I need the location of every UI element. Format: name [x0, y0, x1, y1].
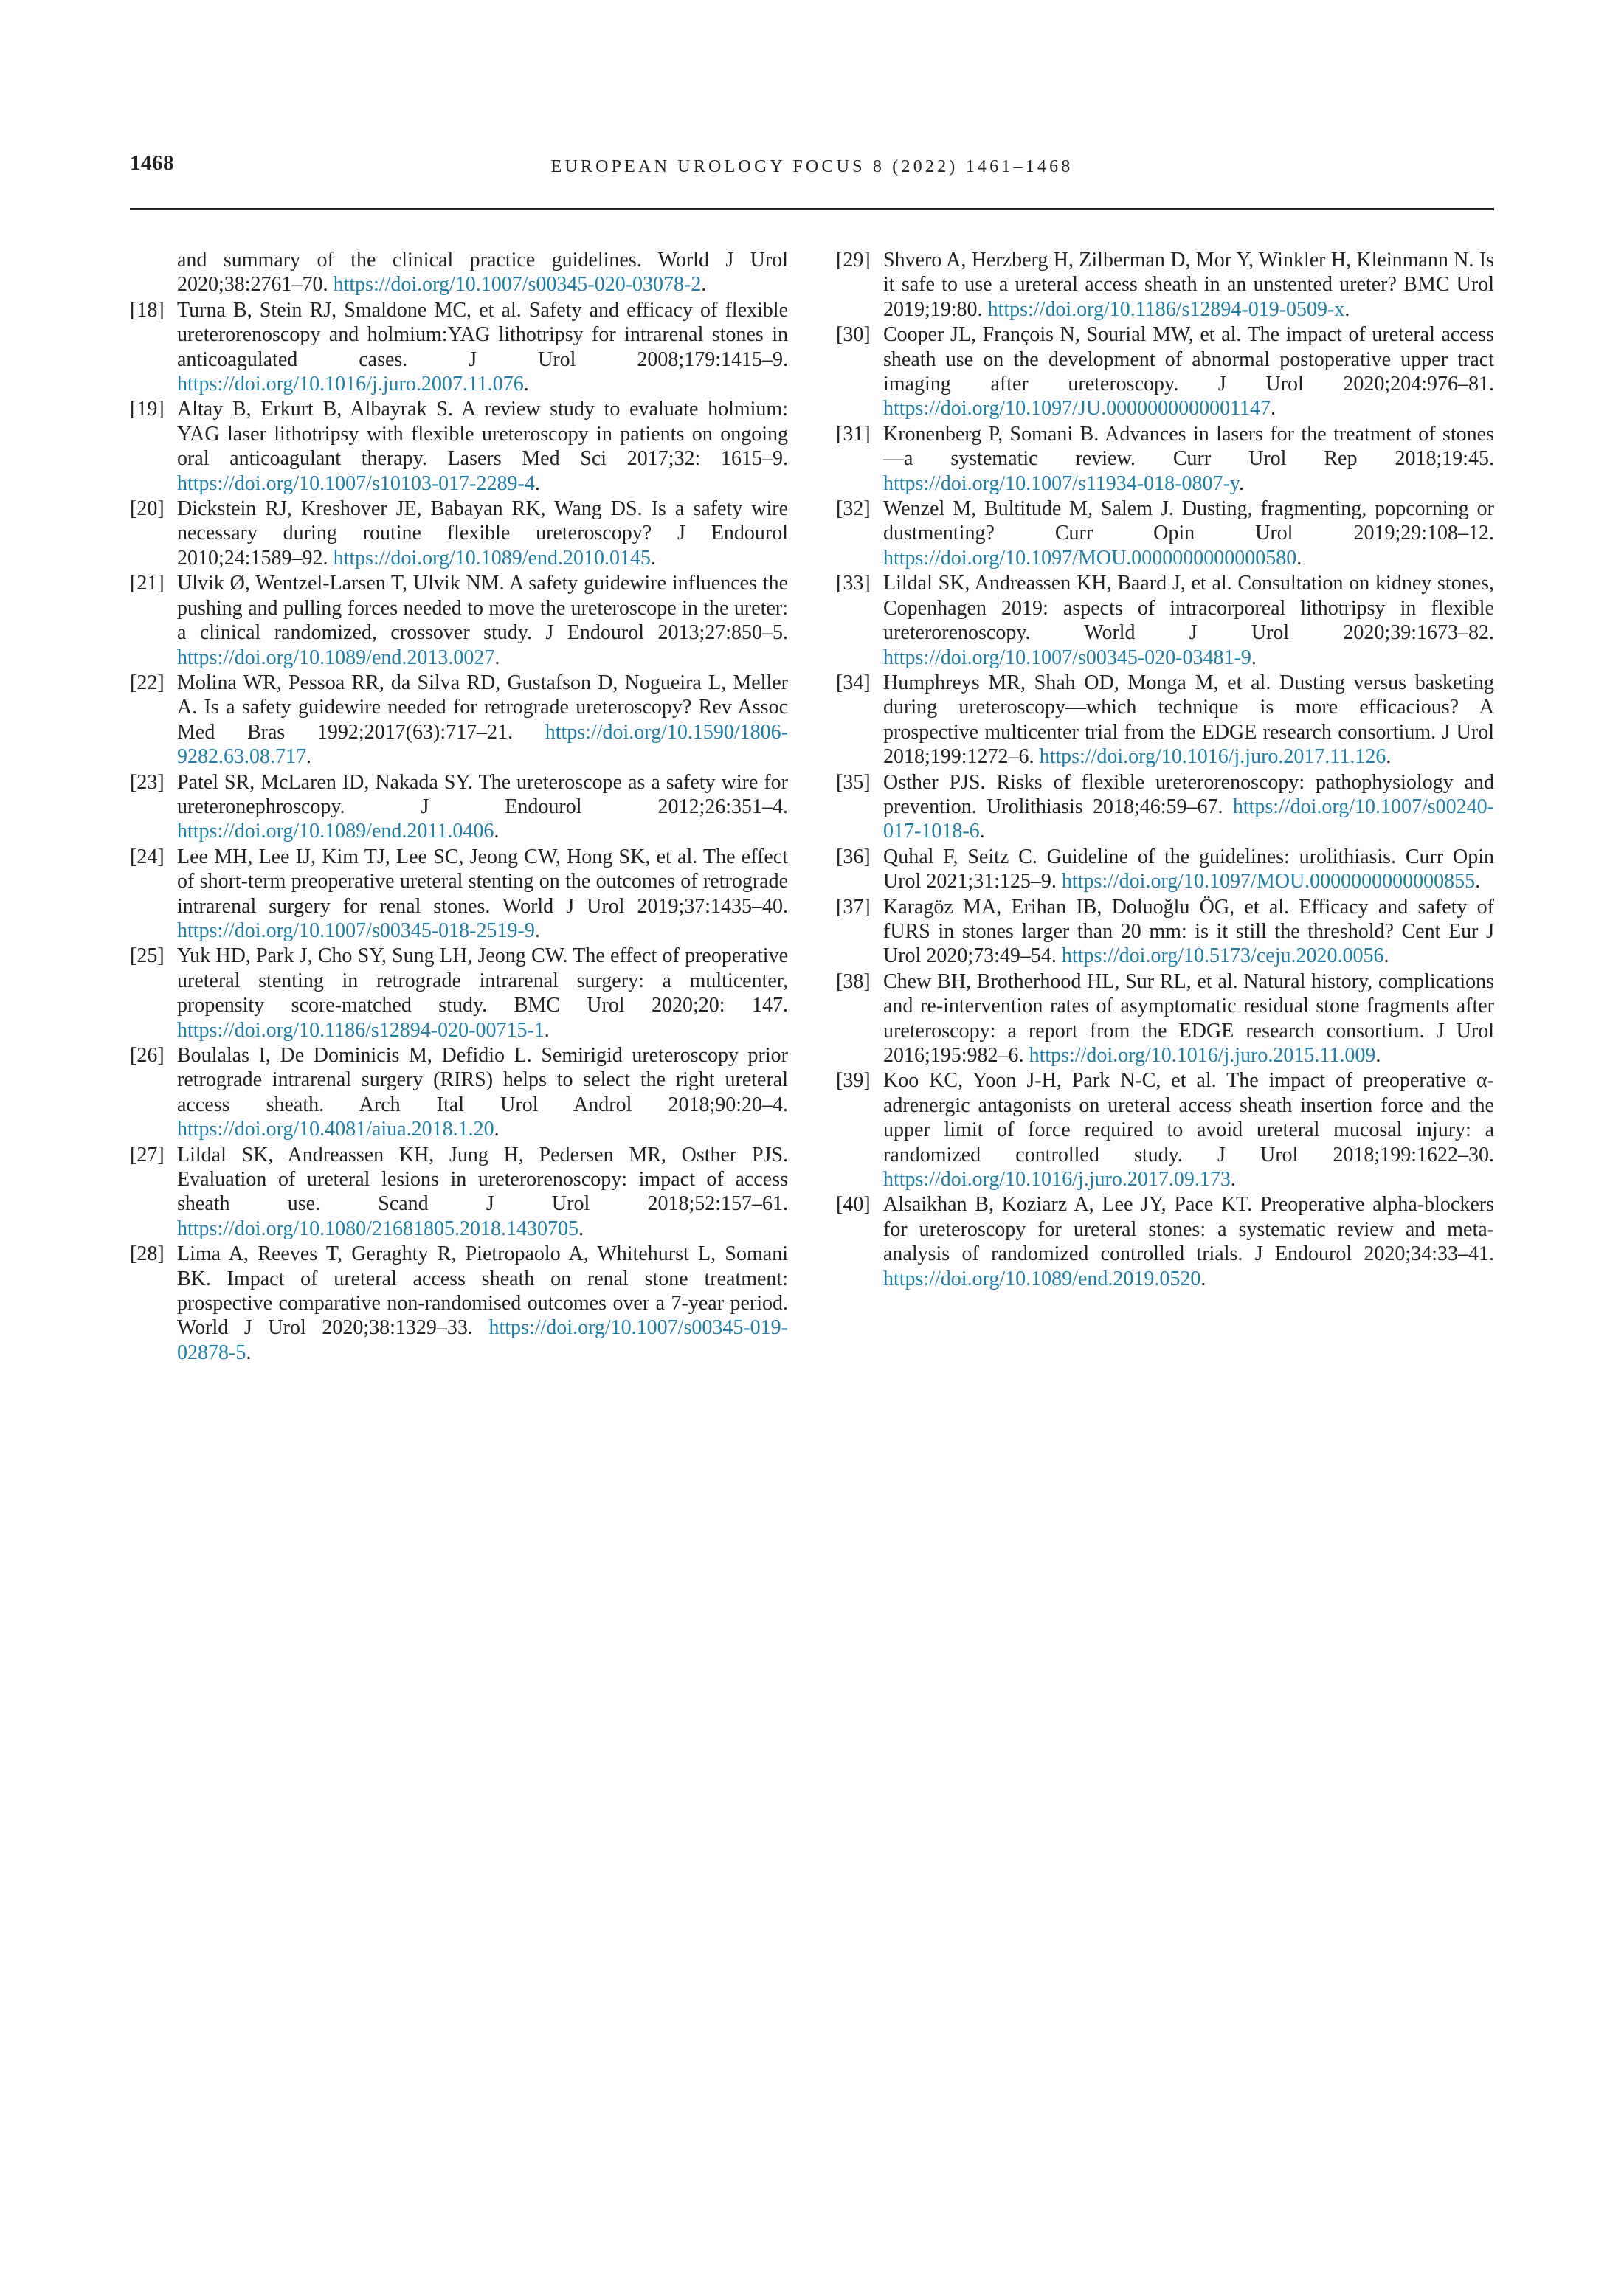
- reference-number: [29]: [836, 249, 871, 272]
- doi-link[interactable]: https://doi.org/10.1007/s00345-019-02878-5: [177, 1316, 788, 1364]
- references-right-column: [836, 248, 1494, 1292]
- reference-text: Yuk HD, Park J, Cho SY, Sung LH, Jeong CW. The effect of preoperative ureteral stenting in retrograde intrarenal surgery: a multicenter, propensity score-matched study. BMC Urol 2020;20: 147.: [177, 944, 788, 1017]
- doi-link[interactable]: https://doi.org/10.1007/s00345-018-2519-9: [177, 919, 535, 942]
- reference-number: [27]: [130, 1143, 165, 1166]
- reference-text: Karagöz MA, Erihan IB, Doluoğlu ÖG, et al. Efficacy and safety of fURS in stones larger than 20 mm: is it still the threshold? Cent Eur J Urol 2020;73:49–54.: [883, 895, 1494, 968]
- reference-number: [35]: [836, 770, 871, 794]
- reference-item: [40] Alsaikhan B, Koziarz A, Lee JY, Pace KT. Preoperative alpha-blockers for ureteroscopy for ureteral stones: a systematic review and meta-analysis of randomized controlled trials. J Endourol 2020;34:33–41. https://doi.org/10.1089/end.2019.0520.: [836, 1193, 1494, 1290]
- doi-link[interactable]: https://doi.org/10.1089/end.2010.0145: [333, 546, 651, 570]
- doi-link[interactable]: https://doi.org/10.1016/j.juro.2017.09.173: [883, 1168, 1231, 1192]
- reference-item: [22] Molina WR, Pessoa RR, da Silva RD, Gustafson D, Nogueira L, Meller A. Is a safety guidewire needed for retrograde ureteroscopy? Rev Assoc Med Bras 1992;2017(63):717–21. https://doi.org/10.1590/1806-9282.63.08.717.: [130, 671, 788, 769]
- reference-number: [40]: [836, 1193, 871, 1217]
- reference-text: Ulvik Ø, Wentzel-Larsen T, Ulvik NM. A safety guidewire influences the pushing and pulling forces needed to move the ureteroscope in the ureter: a clinical randomized, crossover study. J Endourol 2013;27:850–5.: [177, 572, 788, 645]
- doi-link[interactable]: https://doi.org/10.1007/s11934-018-0807-y: [883, 471, 1239, 495]
- reference-text: Chew BH, Brotherhood HL, Sur RL, et al. Natural history, complications and re-intervention rates of asymptomatic residual stone fragments after ureteroscopy: a report from the EDGE research consortium. J Urol 2016;195:982–6.: [883, 969, 1494, 1067]
- reference-item: and summary of the clinical practice guidelines. World J Urol 2020;38:2761–70. https://doi.org/10.1007/s00345-020-03078-2.: [177, 249, 788, 297]
- reference-number: [20]: [130, 497, 165, 521]
- reference-number: [39]: [836, 1069, 871, 1093]
- doi-link[interactable]: https://doi.org/10.1007/s00345-020-03481-9: [883, 646, 1251, 669]
- reference-item: [27] Lildal SK, Andreassen KH, Jung H, Pedersen MR, Osther PJS. Evaluation of ureteral lesions in ureterorenoscopy: impact of access sheath use. Scand J Urol 2018;52:157–61. https://doi.org/10.1080/21681805.2018.1430705.: [130, 1143, 788, 1240]
- reference-item: [28] Lima A, Reeves T, Geraghty R, Pietropaolo A, Whitehurst L, Somani BK. Impact of ureteral access sheath on renal stone treatment: prospective comparative non-randomised outcomes over a 7-year period. World J Urol 2020;38:1329–33. https://doi.org/10.1007/s00345-019-02878-5.: [130, 1242, 788, 1364]
- reference-number: [28]: [130, 1242, 165, 1266]
- doi-link[interactable]: https://doi.org/10.1016/j.juro.2007.11.076: [177, 373, 524, 396]
- doi-link[interactable]: https://doi.org/10.1007/s00240-017-1018-6: [883, 795, 1494, 843]
- doi-link[interactable]: https://doi.org/10.1089/end.2013.0027: [177, 646, 495, 669]
- page-number: 1468: [130, 151, 174, 175]
- reference-number: [24]: [130, 845, 165, 868]
- reference-item: [20] Dickstein RJ, Kreshover JE, Babayan RK, Wang DS. Is a safety wire necessary during routine flexible ureteroscopy? J Endourol 2010;24:1589–92. https://doi.org/10.1089/end.2010.0145.: [130, 497, 788, 570]
- header-rule: [130, 208, 1494, 210]
- reference-item: [21] Ulvik Ø, Wentzel-Larsen T, Ulvik NM. A safety guidewire influences the pushing and pulling forces needed to move the ureteroscope in the ureter: a clinical randomized, crossover study. J Endourol 2013;27:850–5. https://doi.org/10.1089/end.2013.0027.: [130, 572, 788, 669]
- reference-text: Osther PJS. Risks of flexible ureterorenoscopy: pathophysiology and prevention. Urolithiasis 2018;46:59–67.: [883, 770, 1494, 818]
- reference-item: [33] Lildal SK, Andreassen KH, Baard J, et al. Consultation on kidney stones, Copenhagen 2019: aspects of intracorporeal lithotripsy in flexible ureterorenoscopy. World J Urol 2020;39:1673–82. https://doi.org/10.1007/s00345-020-03481-9.: [836, 572, 1494, 669]
- reference-item: [23] Patel SR, McLaren ID, Nakada SY. The ureteroscope as a safety wire for ureteronephroscopy. J Endourol 2012;26:351–4. https://doi.org/10.1089/end.2011.0406.: [130, 770, 788, 843]
- doi-link[interactable]: https://doi.org/10.1097/MOU.0000000000000580: [883, 546, 1297, 570]
- doi-link[interactable]: https://doi.org/10.1097/MOU.0000000000000855: [1061, 870, 1476, 893]
- reference-text: Lildal SK, Andreassen KH, Baard J, et al. Consultation on kidney stones, Copenhagen 2019: aspects of intracorporeal lithotripsy in flexible ureterorenoscopy. World J Urol 2020;39:1673–82.: [883, 572, 1494, 645]
- reference-text: Shvero A, Herzberg H, Zilberman D, Mor Y, Winkler H, Kleinmann N. Is it safe to use a ureteral access sheath in an unstented ureter? BMC Urol 2019;19:80.: [883, 249, 1494, 321]
- reference-number: [34]: [836, 671, 871, 694]
- reference-text: Quhal F, Seitz C. Guideline of the guidelines: urolithiasis. Curr Opin Urol 2021;31:125–9.: [883, 845, 1494, 893]
- reference-text: Alsaikhan B, Koziarz A, Lee JY, Pace KT. Preoperative alpha-blockers for ureteroscopy for ureteral stones: a systematic review and meta-analysis of randomized controlled trials. J Endourol 2020;34:33–41.: [883, 1193, 1494, 1266]
- reference-text: Cooper JL, François N, Sourial MW, et al. The impact of ureteral access sheath use on the development of abnormal postoperative upper tract imaging after ureteroscopy. J Urol 2020;204:976–81.: [883, 323, 1494, 396]
- reference-text: and summary of the clinical practice guidelines. World J Urol 2020;38:2761–70.: [177, 249, 788, 297]
- reference-item: [29] Shvero A, Herzberg H, Zilberman D, Mor Y, Winkler H, Kleinmann N. Is it safe to use a ureteral access sheath in an unstented ureter? BMC Urol 2019;19:80. https://doi.org/10.1186/s12894-019-0509-x.: [836, 249, 1494, 321]
- reference-item: [38] Chew BH, Brotherhood HL, Sur RL, et al. Natural history, complications and re-intervention rates of asymptomatic residual stone fragments after ureteroscopy: a report from the EDGE research consortium. J Urol 2016;195:982–6. https://doi.org/10.1016/j.juro.2015.11.009.: [836, 969, 1494, 1067]
- reference-number: [30]: [836, 323, 871, 347]
- reference-number: [33]: [836, 572, 871, 595]
- doi-link[interactable]: https://doi.org/10.1007/s10103-017-2289-4: [177, 471, 535, 495]
- reference-text: Boulalas I, De Dominicis M, Defidio L. Semirigid ureteroscopy prior retrograde intrarenal surgery (RIRS) helps to select the right ureteral access sheath. Arch Ital Urol Androl 2018;90:20–4.: [177, 1044, 788, 1116]
- reference-text: Patel SR, McLaren ID, Nakada SY. The ureteroscope as a safety wire for ureteronephroscopy. J Endourol 2012;26:351–4.: [177, 770, 788, 818]
- references-left-column: [130, 248, 788, 1366]
- reference-item: [37] Karagöz MA, Erihan IB, Doluoğlu ÖG, et al. Efficacy and safety of fURS in stones larger than 20 mm: is it still the threshold? Cent Eur J Urol 2020;73:49–54. https://doi.org/10.5173/ceju.2020.0056.: [836, 895, 1494, 968]
- reference-number: [36]: [836, 845, 871, 868]
- reference-text: Dickstein RJ, Kreshover JE, Babayan RK, Wang DS. Is a safety wire necessary during routine flexible ureteroscopy? J Endourol 2010;24:1589–92.: [177, 497, 788, 570]
- doi-link[interactable]: https://doi.org/10.1089/end.2011.0406: [177, 820, 494, 843]
- doi-link[interactable]: https://doi.org/10.1016/j.juro.2015.11.009: [1029, 1044, 1376, 1067]
- reference-item: [30] Cooper JL, François N, Sourial MW, et al. The impact of ureteral access sheath use on the development of abnormal postoperative upper tract imaging after ureteroscopy. J Urol 2020;204:976–81. https://doi.org/10.1097/JU.0000000000001147.: [836, 323, 1494, 421]
- doi-link[interactable]: https://doi.org/10.1186/s12894-020-00715-1: [177, 1018, 545, 1042]
- reference-text: Wenzel M, Bultitude M, Salem J. Dusting, fragmenting, popcorning or dustmenting? Curr Opin Urol 2019;29:108–12.: [883, 497, 1494, 545]
- reference-item: [32] Wenzel M, Bultitude M, Salem J. Dusting, fragmenting, popcorning or dustmenting? Curr Opin Urol 2019;29:108–12. https://doi.org/10.1097/MOU.0000000000000580.: [836, 497, 1494, 570]
- doi-link[interactable]: https://doi.org/10.4081/aiua.2018.1.20: [177, 1118, 494, 1141]
- reference-number: [37]: [836, 895, 871, 919]
- reference-text: Koo KC, Yoon J-H, Park N-C, et al. The impact of preoperative α-adrenergic antagonists on ureteral access sheath insertion force and the upper limit of force required to avoid ureteral mucosal injury: a randomized controlled study. J Urol 2018;199:1622–30.: [883, 1069, 1494, 1166]
- doi-link[interactable]: https://doi.org/10.1590/1806-9282.63.08.717: [177, 720, 788, 769]
- reference-number: [23]: [130, 770, 165, 794]
- reference-text: Altay B, Erkurt B, Albayrak S. A review study to evaluate holmium: YAG laser lithotripsy with flexible ureteroscopy in patients on ongoing oral anticoagulant therapy. Lasers Med Sci 2017;32: 1615–9.: [177, 398, 788, 471]
- reference-number: [25]: [130, 944, 165, 968]
- reference-text: Molina WR, Pessoa RR, da Silva RD, Gustafson D, Nogueira L, Meller A. Is a safety guidewire needed for retrograde ureteroscopy? Rev Assoc Med Bras 1992;2017(63):717–21.: [177, 671, 788, 744]
- reference-item: [34] Humphreys MR, Shah OD, Monga M, et al. Dusting versus basketing during ureteroscopy—which technique is more efficacious? A prospective multicenter trial from the EDGE research consortium. J Urol 2018;199:1272–6. https://doi.org/10.1016/j.juro.2017.11.126.: [836, 671, 1494, 769]
- doi-link[interactable]: https://doi.org/10.1016/j.juro.2017.11.126: [1039, 745, 1386, 769]
- reference-item: [31] Kronenberg P, Somani B. Advances in lasers for the treatment of stones—a systematic review. Curr Urol Rep 2018;19:45. https://doi.org/10.1007/s11934-018-0807-y.: [836, 422, 1494, 495]
- doi-link[interactable]: https://doi.org/10.1186/s12894-019-0509-x: [987, 297, 1345, 321]
- reference-number: [22]: [130, 671, 165, 694]
- reference-number: [21]: [130, 572, 165, 595]
- reference-text: Kronenberg P, Somani B. Advances in lasers for the treatment of stones—a systematic review. Curr Urol Rep 2018;19:45.: [883, 422, 1494, 471]
- reference-text: Lildal SK, Andreassen KH, Jung H, Pedersen MR, Osther PJS. Evaluation of ureteral lesions in ureterorenoscopy: impact of access sheath use. Scand J Urol 2018;52:157–61.: [177, 1143, 788, 1216]
- doi-link[interactable]: https://doi.org/10.1097/JU.0000000000001147: [883, 397, 1271, 421]
- doi-link[interactable]: https://doi.org/10.1007/s00345-020-03078-2: [333, 273, 702, 297]
- reference-text: Lima A, Reeves T, Geraghty R, Pietropaolo A, Whitehurst L, Somani BK. Impact of ureteral access sheath on renal stone treatment: prospective comparative non-randomised outcomes over a 7-year period. World J Urol 2020;38:1329–33.: [177, 1242, 788, 1340]
- reference-item: [18] Turna B, Stein RJ, Smaldone MC, et al. Safety and efficacy of flexible ureterorenoscopy and holmium:YAG lithotripsy for intrarenal stones in anticoagulated cases. J Urol 2008;179:1415–9. https://doi.org/10.1016/j.juro.2007.11.076.: [130, 298, 788, 396]
- reference-number: [18]: [130, 298, 165, 322]
- doi-link[interactable]: https://doi.org/10.5173/ceju.2020.0056: [1061, 944, 1384, 968]
- reference-item: [19] Altay B, Erkurt B, Albayrak S. A review study to evaluate holmium: YAG laser lithotripsy with flexible ureteroscopy in patients on ongoing oral anticoagulant therapy. Lasers Med Sci 2017;32: 1615–9. https://doi.org/10.1007/s10103-017-2289-4.: [130, 398, 788, 495]
- reference-text: Turna B, Stein RJ, Smaldone MC, et al. Safety and efficacy of flexible ureterorenoscopy and holmium:YAG lithotripsy for intrarenal stones in anticoagulated cases. J Urol 2008;179:1415–9.: [177, 298, 788, 371]
- reference-item: [35] Osther PJS. Risks of flexible ureterorenoscopy: pathophysiology and prevention. Urolithiasis 2018;46:59–67. https://doi.org/10.1007/s00240-017-1018-6.: [836, 770, 1494, 843]
- reference-text: Lee MH, Lee IJ, Kim TJ, Lee SC, Jeong CW, Hong SK, et al. The effect of short-term preoperative ureteral stenting on the outcomes of retrograde intrarenal surgery for renal stones. World J Urol 2019;37:1435–40.: [177, 845, 788, 918]
- journal-header: EUROPEAN UROLOGY FOCUS 8 (2022) 1461–1468: [550, 157, 1074, 176]
- doi-link[interactable]: https://doi.org/10.1080/21681805.2018.1430705: [177, 1217, 578, 1240]
- reference-text: Humphreys MR, Shah OD, Monga M, et al. Dusting versus basketing during ureteroscopy—which technique is more efficacious? A prospective multicenter trial from the EDGE research consortium. J Urol 2018;199:1272–6.: [883, 671, 1494, 769]
- reference-item: [25] Yuk HD, Park J, Cho SY, Sung LH, Jeong CW. The effect of preoperative ureteral stenting in retrograde intrarenal surgery: a multicenter, propensity score-matched study. BMC Urol 2020;20: 147. https://doi.org/10.1186/s12894-020-00715-1.: [130, 944, 788, 1042]
- reference-number: [32]: [836, 497, 871, 521]
- reference-number: [38]: [836, 969, 871, 993]
- reference-item: [39] Koo KC, Yoon J-H, Park N-C, et al. The impact of preoperative α-adrenergic antagonists on ureteral access sheath insertion force and the upper limit of force required to avoid ureteral mucosal injury: a randomized controlled study. J Urol 2018;199:1622–30. https://doi.org/10.1016/j.juro.2017.09.173.: [836, 1069, 1494, 1192]
- reference-item: [26] Boulalas I, De Dominicis M, Defidio L. Semirigid ureteroscopy prior retrograde intrarenal surgery (RIRS) helps to select the right ureteral access sheath. Arch Ital Urol Androl 2018;90:20–4. https://doi.org/10.4081/aiua.2018.1.20.: [130, 1044, 788, 1141]
- reference-item: [36] Quhal F, Seitz C. Guideline of the guidelines: urolithiasis. Curr Opin Urol 2021;31:125–9. https://doi.org/10.1097/MOU.0000000000000855.: [836, 845, 1494, 893]
- doi-link[interactable]: https://doi.org/10.1089/end.2019.0520: [883, 1267, 1201, 1290]
- reference-item: [24] Lee MH, Lee IJ, Kim TJ, Lee SC, Jeong CW, Hong SK, et al. The effect of short-term preoperative ureteral stenting on the outcomes of retrograde intrarenal surgery for renal stones. World J Urol 2019;37:1435–40. https://doi.org/10.1007/s00345-018-2519-9.: [130, 845, 788, 942]
- reference-number: [19]: [130, 398, 165, 421]
- reference-number: [26]: [130, 1044, 165, 1067]
- reference-number: [31]: [836, 422, 871, 446]
